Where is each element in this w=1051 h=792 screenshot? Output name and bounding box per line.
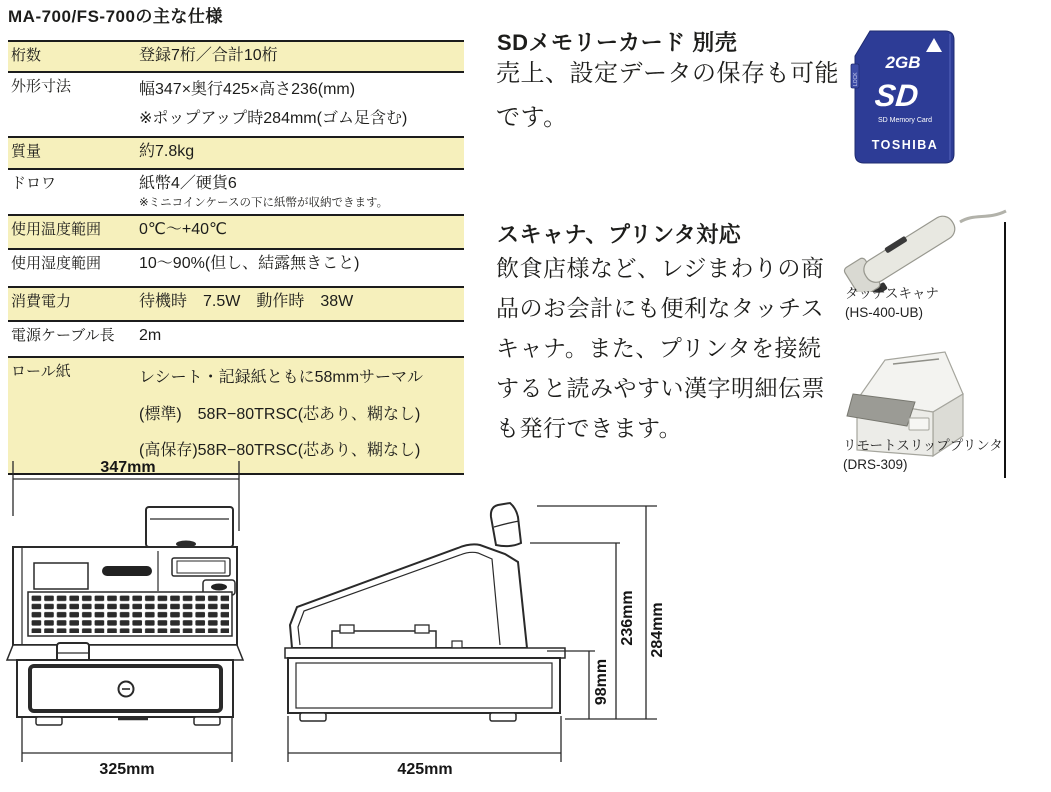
sd-label: SD Memory Card	[877, 117, 933, 124]
sd-logo: SD	[873, 78, 921, 113]
printer-caption-model: (DRS-309)	[843, 457, 908, 472]
side-height-drawer-label: 98mm	[593, 658, 610, 706]
touch-scanner-image	[840, 200, 1010, 292]
sd-capacity: 2GB	[885, 53, 921, 72]
sd-lock-label: LOCK	[853, 72, 859, 86]
row-label: ロール紙	[11, 363, 71, 380]
front-bottom-width-label: 325mm	[99, 761, 155, 778]
printer-caption-name: リモートスリッププリンタ	[843, 438, 1003, 453]
side-height-body-label: 236mm	[619, 590, 636, 646]
accessories-divider	[1004, 222, 1006, 478]
row-value: 約7.8kg	[139, 143, 195, 160]
row-value: 0℃〜+40℃	[139, 221, 227, 238]
side-depth-label: 425mm	[397, 761, 453, 778]
table-row	[8, 168, 464, 214]
row-value: (標準) 58R−80TRSC(芯あり、糊なし)	[139, 405, 421, 423]
table-row	[8, 71, 464, 136]
row-value: レシート・記録紙ともに58mmサーマル	[139, 369, 424, 386]
table-row	[8, 320, 464, 356]
front-view-drawing	[7, 461, 243, 762]
row-value: ※ポップアップ時284mm(ゴム足含む)	[139, 110, 408, 127]
table-row	[8, 136, 464, 168]
row-label: ドロワ	[11, 175, 57, 192]
row-value: (高保存)58R−80TRSC(芯あり、糊なし)	[139, 442, 421, 459]
scanner-cable	[960, 211, 1006, 222]
row-value: 登録7桁／合計10桁	[139, 47, 278, 64]
row-label: 使用湿度範囲	[11, 255, 102, 272]
dimension-drawings	[0, 455, 700, 792]
table-row	[8, 214, 464, 248]
scanner-caption	[845, 284, 939, 322]
table-row	[8, 40, 464, 71]
row-note: ※ミニコインケースの下に紙幣が収納できます。	[139, 197, 389, 209]
scanner-body	[841, 207, 964, 292]
side-height-popup-label: 284mm	[649, 602, 666, 658]
front-top-width-label: 347mm	[100, 459, 156, 476]
sd-brand: TOSHIBA	[871, 138, 939, 152]
sd-section-heading: SDメモリーカード 別売	[497, 30, 738, 55]
row-label: 桁数	[11, 47, 42, 64]
row-label: 使用温度範囲	[11, 221, 102, 238]
row-value: 2m	[139, 327, 162, 344]
printer-caption	[843, 436, 1003, 474]
row-label: 外形寸法	[11, 78, 72, 95]
scanner-section-body: 飲食店様など、レジまわりの商品のお会計にも便利なタッチスキャナ。また、プリンタを接続すると読みやすい漢字明細伝票も発行できます。	[496, 255, 825, 441]
scanner-handle	[860, 212, 959, 286]
side-view-drawing	[285, 503, 657, 762]
row-value: 紙幣4／硬貨6	[139, 175, 237, 192]
row-label: 電源ケーブル長	[11, 327, 115, 344]
table-row	[8, 248, 464, 286]
page-title: MA-700/FS-700の主な仕様	[8, 7, 223, 26]
scanner-caption-model: (HS-400-UB)	[845, 305, 924, 320]
row-value: 幅347×奥行425×高さ236(mm)	[139, 81, 356, 98]
printer-button-panel	[909, 418, 929, 430]
row-value: 待機時 7.5W 動作時 38W	[139, 293, 354, 310]
table-row	[8, 286, 464, 320]
spec-table	[8, 40, 464, 475]
row-label: 質量	[11, 143, 42, 160]
row-value: 10〜90%(但し、結露無きこと)	[139, 255, 360, 272]
sd-section-body: 売上、設定データの保存も可能です。	[496, 60, 839, 131]
row-label: 消費電力	[11, 293, 72, 310]
scanner-section-heading: スキャナ、プリンタ対応	[497, 222, 742, 247]
scanner-caption-name: タッチスキャナ	[845, 286, 939, 301]
sd-card-image	[850, 26, 970, 168]
